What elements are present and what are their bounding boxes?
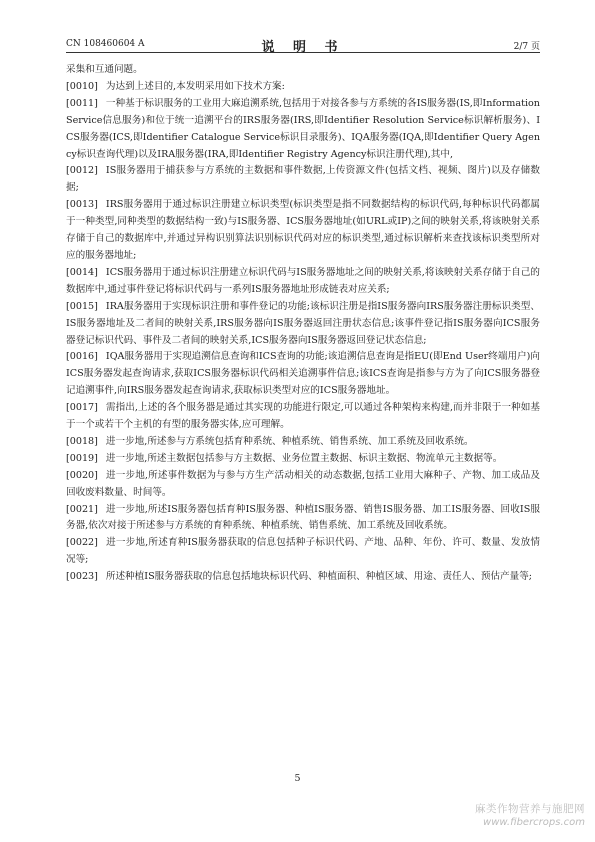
document-title: 说 明 书 (261, 40, 345, 55)
watermark (475, 803, 585, 829)
paragraph-number: [0022] (66, 537, 98, 549)
paragraph-number: [0016] (66, 351, 98, 363)
page-number: 5 (294, 773, 301, 784)
paragraph-text: IRS服务器用于通过标识注册建立标识类型(标识类型是指不同数据结构的标识代码,每种标识代码都属于一种类型,同种类型的数据结构一致)与IS服务器、ICS服务器地址(如URL或IP)之间的映射关系,将该映射关系存储于自己的数据库中,并通过异构识别算法识别标识代码对应的标识类型,通过标识解析来查找该标识类型所对应的服务器地址; (66, 199, 540, 261)
paragraph-text: ICS服务器用于通过标识注册建立标识代码与IS服务器地址之间的映射关系,将该映射关系存储于自己的数据库中,通过事件登记将标识代码与一系列IS服务器地址形成链表对应关系; (66, 266, 540, 295)
paragraph-text: 进一步地,所述IS服务器包括育种IS服务器、种植IS服务器、销售IS服务器、加工IS服务器、回收IS服务器,依次对接于所述参与方系统的育种系统、种植系统、销售系统、加工系统及回收系统。 (66, 503, 540, 532)
paragraph (66, 535, 540, 569)
paragraph (66, 62, 540, 79)
paragraph-number: [0010] (66, 80, 98, 92)
paragraph-number: [0020] (66, 469, 98, 481)
paragraph-number: [0021] (66, 503, 98, 515)
paragraph (66, 265, 540, 299)
paragraph-text: 进一步地,所述参与方系统包括育种系统、种植系统、销售系统、加工系统及回收系统。 (105, 435, 474, 447)
paragraph (66, 569, 540, 586)
paragraph (66, 163, 540, 197)
paragraph-number: [0015] (66, 300, 98, 312)
paragraph-number: [0019] (66, 452, 98, 464)
paragraph-text: IQA服务器用于实现追溯信息查询和ICS查询的功能;该追溯信息查询是指EU(即End User终端用户)向ICS服务器发起查询请求,获取ICS服务器标识代码相关追溯事件信息;该ICS查询是指参与方为了向ICS服务器登记追溯事件,向IRS服务器发起查询请求,获取标识类型对应的ICS服务器地址。 (66, 351, 540, 397)
paragraph-text: 进一步地,所述育种IS服务器获取的信息包括种子标识代码、产地、品种、年份、许可、数量、发放情况等; (66, 537, 540, 566)
paragraph (66, 400, 540, 434)
paragraph (66, 299, 540, 350)
body-text (66, 62, 540, 586)
paragraph (66, 502, 540, 536)
paragraph-text: 需指出,上述的各个服务器是通过其实现的功能进行限定,可以通过各种架构来构建,而并非限于一种如基于一个或若干个主机的有型的服务器实体,应可理解。 (66, 402, 540, 431)
paragraph-text: 进一步地,所述主数据包括参与方主数据、业务位置主数据、标识主数据、物流单元主数据等。 (105, 452, 503, 464)
paragraph (66, 197, 540, 265)
page-header (66, 36, 540, 53)
paragraph-number: [0011] (66, 97, 98, 109)
paragraph-number: [0013] (66, 199, 98, 211)
watermark-url: www.fibercrops.com (483, 817, 585, 828)
patent-number: CN 108460604 A (66, 39, 145, 49)
paragraph-number: [0017] (66, 402, 98, 414)
paragraph (66, 468, 540, 502)
paragraph (66, 96, 540, 164)
paragraph-number: [0012] (66, 165, 98, 177)
page-indicator: 2/7 页 (513, 42, 540, 52)
paragraph (66, 349, 540, 400)
paragraph-text: 为达到上述目的,本发明采用如下技术方案: (105, 80, 285, 92)
paragraph-text: 一种基于标识服务的工业用大麻追溯系统,包括用于对接各参与方系统的各IS服务器(IS,即Information Service信息服务)和位于统一追溯平台的IRS服务器(IRS,即Identifier Resolution Service标识解析服务)、ICS服务器(ICS,即Identifier Catalogue Service标识目录服务)、IQA服务器(IQA,即Identifier Query Agency标识查询代理)以及IRA服务器(IRA,即Identifier Registry Agency标识注册代理),其中, (66, 97, 540, 160)
paragraph (66, 434, 540, 451)
paragraph-text: IS服务器用于捕获参与方系统的主数据和事件数据,上传资源文件(包括文档、视频、图片)以及存储数据; (66, 165, 540, 194)
paragraph-text: 所述种植IS服务器获取的信息包括地块标识代码、种植面积、种植区域、用途、责任人、预估产量等; (105, 571, 533, 583)
paragraph (66, 451, 540, 468)
watermark-text: 麻类作物营养与施肥网 (475, 803, 585, 815)
paragraph-number: [0014] (66, 266, 98, 278)
paragraph-text: 进一步地,所述事件数据为与参与方生产活动相关的动态数据,包括工业用大麻种子、产物、加工成品及回收废料数量、时间等。 (66, 469, 540, 498)
paragraph (66, 79, 540, 96)
paragraph-number: [0018] (66, 435, 98, 447)
paragraph-number: [0023] (66, 571, 98, 583)
paragraph-text: IRA服务器用于实现标识注册和事件登记的功能;该标识注册是指IS服务器向IRS服务器注册标识类型、IS服务器地址及二者间的映射关系,IRS服务器向IS服务器返回注册状态信息;该事件登记指IS服务器向ICS服务器登记标识代码、事件及二者间的映射关系,ICS服务器向IS服务器返回登记状态信息; (66, 300, 540, 346)
paragraph-text: 采集和互通问题。 (66, 64, 143, 75)
